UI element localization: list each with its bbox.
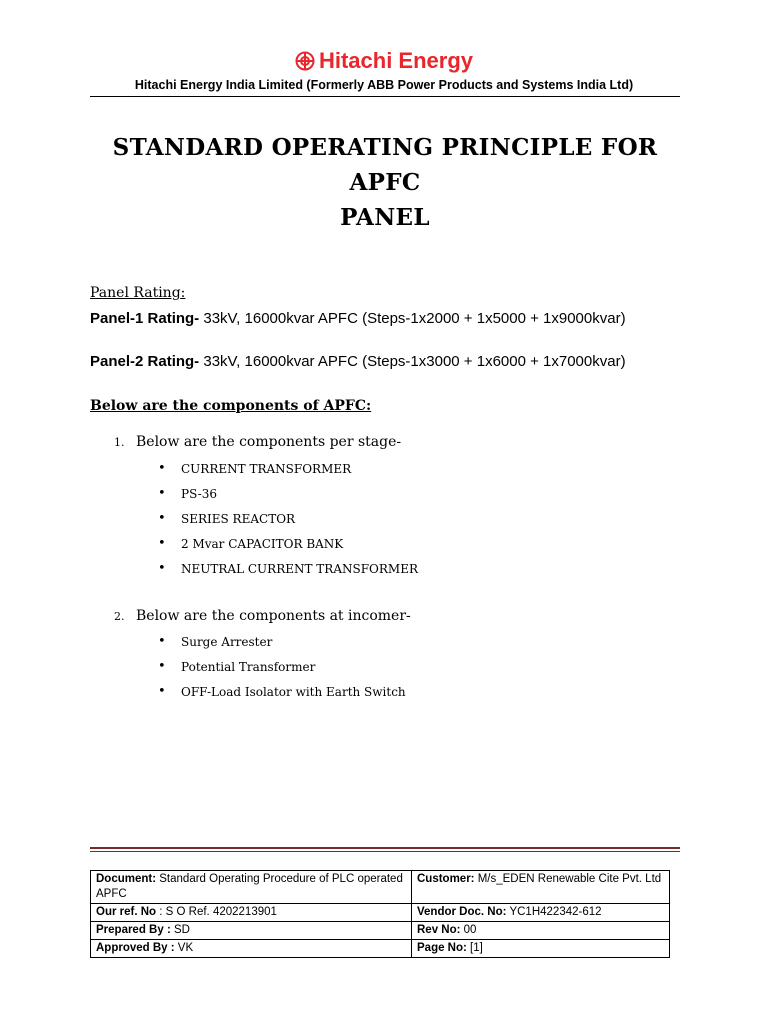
list-item: • SERIES REACTOR <box>158 512 418 537</box>
our-ref-cell: Our ref. No : S O Ref. 4202213901 <box>91 904 412 922</box>
incomer-list <box>158 635 406 710</box>
list-item: • 2 Mvar CAPACITOR BANK <box>158 537 418 562</box>
footer-divider-thin <box>90 851 680 852</box>
list-item: • Potential Transformer <box>158 660 406 685</box>
header-divider <box>90 96 680 97</box>
panel-rating-heading: Panel Rating: <box>90 285 186 301</box>
table-row <box>91 871 670 904</box>
panel-2-label: Panel-2 Rating- <box>90 353 200 370</box>
table-row <box>91 904 670 922</box>
title-line-1: STANDARD OPERATING PRINCIPLE FOR APFC <box>112 134 658 196</box>
list-item: • PS-36 <box>158 487 418 512</box>
per-stage-heading: 1. Below are the components per stage- <box>114 434 402 450</box>
company-logo <box>0 48 768 74</box>
vendor-doc-cell: Vendor Doc. No: YC1H422342-612 <box>412 904 670 922</box>
per-stage-list <box>158 462 418 587</box>
hitachi-logo-icon <box>295 51 315 71</box>
footer-divider <box>90 847 680 849</box>
list-item: • NEUTRAL CURRENT TRANSFORMER <box>158 562 418 587</box>
customer-cell: Customer: M/s_EDEN Renewable Cite Pvt. Ltd <box>412 871 670 904</box>
title-line-2: PANEL <box>340 204 430 231</box>
approved-by-cell: Approved By : VK <box>91 940 412 958</box>
panel-2-value: 33kV, 16000kvar APFC (Steps-1x3000 + 1x6000 + 1x7000kvar) <box>203 353 626 370</box>
rev-no-cell: Rev No: 00 <box>412 922 670 940</box>
company-name: Hitachi Energy India Limited (Formerly ABB Power Products and Systems India Ltd) <box>134 78 634 92</box>
components-heading: Below are the components of APFC: <box>90 398 372 414</box>
list-item: • Surge Arrester <box>158 635 406 660</box>
panel-1-value: 33kV, 16000kvar APFC (Steps-1x2000 + 1x5000 + 1x9000kvar) <box>203 310 626 327</box>
table-row <box>91 922 670 940</box>
incomer-heading: 2. Below are the components at incomer- <box>114 608 411 624</box>
page-no-cell: Page No: [1] <box>412 940 670 958</box>
panel-2-rating <box>90 353 626 370</box>
prepared-by-cell: Prepared By : SD <box>91 922 412 940</box>
panel-1-rating <box>90 310 626 327</box>
table-row <box>91 940 670 958</box>
logo-text: Hitachi Energy <box>318 48 474 73</box>
list-item: • OFF-Load Isolator with Earth Switch <box>158 685 406 710</box>
list-item: • CURRENT TRANSFORMER <box>158 462 418 487</box>
page-title <box>90 130 680 235</box>
document-cell: Document: Standard Operating Procedure of PLC operated APFC <box>91 871 412 904</box>
panel-1-label: Panel-1 Rating- <box>90 310 200 327</box>
document-info-table <box>90 870 670 958</box>
